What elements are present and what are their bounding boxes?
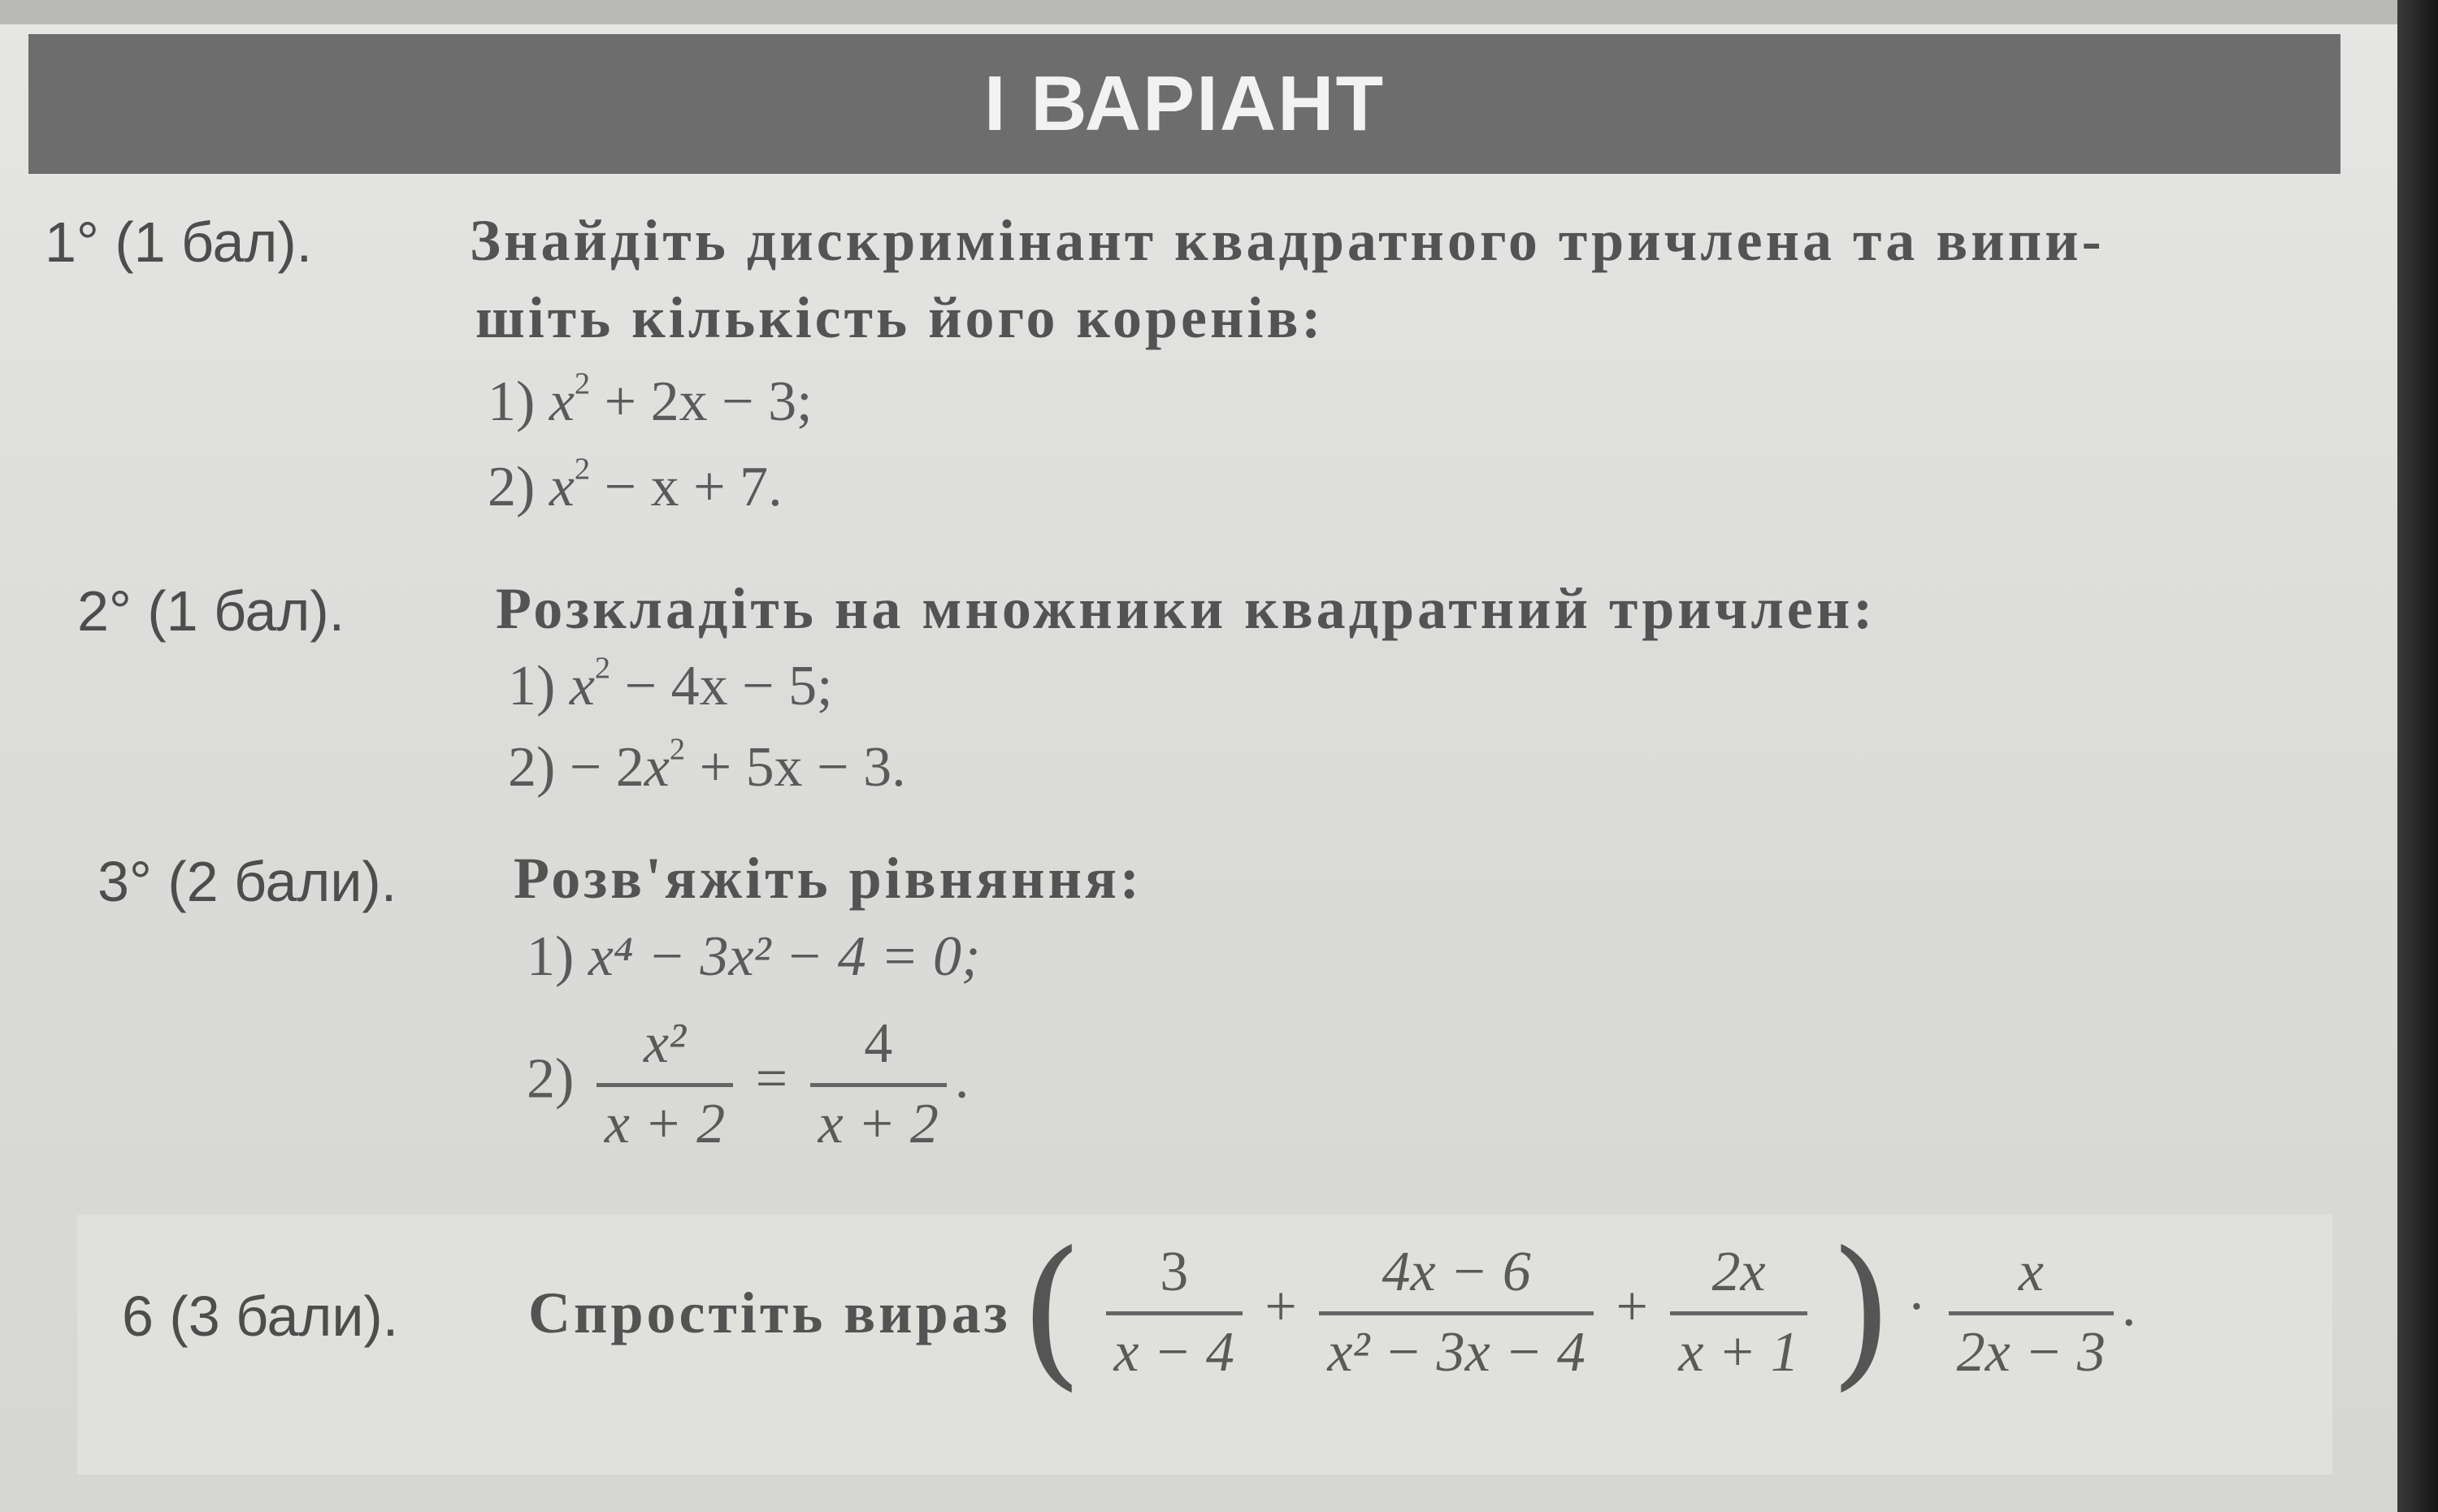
task-1-item-2: 2) $x^2 - x + 7$.: [488, 452, 783, 518]
task-3-item-1: 1) x⁴ − 3x² − 4 = 0;: [527, 925, 981, 988]
task-1-item-1: 1) $x^2 + 2x - 3$;: [488, 366, 813, 433]
task-2-label: 2° (1 бал).: [77, 579, 345, 643]
fraction-bar: [810, 1083, 947, 1087]
background-edge: [2397, 0, 2438, 1512]
fraction-1: 3 x − 4: [1106, 1240, 1243, 1385]
fraction-3: 2x x + 1: [1670, 1240, 1807, 1385]
task-3-prompt: Розв'яжіть рівняння:: [514, 846, 1143, 911]
task-2-item-2: $2) - 2x^2 + 5x - 3$.: [508, 732, 906, 799]
fraction-bar: [1106, 1311, 1243, 1315]
left-paren: (: [1020, 1217, 1084, 1406]
task-3-item-2: 2) x² x + 2 = 4 x + 2 .: [527, 1012, 970, 1155]
task-1-label: 1° (1 бал).: [45, 210, 313, 274]
fraction-4: x 2x − 3: [1949, 1240, 2114, 1385]
variant-title: I ВАРІАНТ: [983, 60, 1386, 147]
fraction-2: 4x − 6 x² − 3x − 4: [1319, 1240, 1594, 1385]
right-paren: ): [1829, 1217, 1894, 1406]
task-6-prompt: Спростіть вираз: [528, 1280, 1011, 1345]
fraction-lhs: x² x + 2: [596, 1012, 733, 1157]
fraction-bar: [1670, 1311, 1807, 1315]
task-3-label: 3° (2 бали).: [98, 850, 397, 913]
task-2-prompt: Розкладіть на множники квадратний тричлен:: [496, 576, 1876, 641]
top-strip: [0, 0, 2397, 24]
task-1-prompt-line-1: Знайдіть дискримінант квадратного тричлена та випи-: [470, 208, 2105, 273]
task-6-expression: ( 3 x − 4 + 4x − 6 x² − 3x − 4 + 2x x + 1 ) · x 2x − 3 .: [1020, 1217, 2137, 1406]
task-6-label: 6 (3 бали).: [122, 1285, 399, 1348]
fraction-rhs: 4 x + 2: [810, 1012, 947, 1157]
fraction-bar: [1319, 1311, 1594, 1315]
task-1-prompt-line-2: шіть кількість його коренів:: [475, 285, 1325, 350]
variant-header: [28, 34, 2340, 174]
fraction-bar: [596, 1083, 733, 1087]
fraction-bar: [1949, 1311, 2114, 1315]
task-2-item-1: 1) $x^2 - 4x - 5$;: [508, 651, 833, 717]
